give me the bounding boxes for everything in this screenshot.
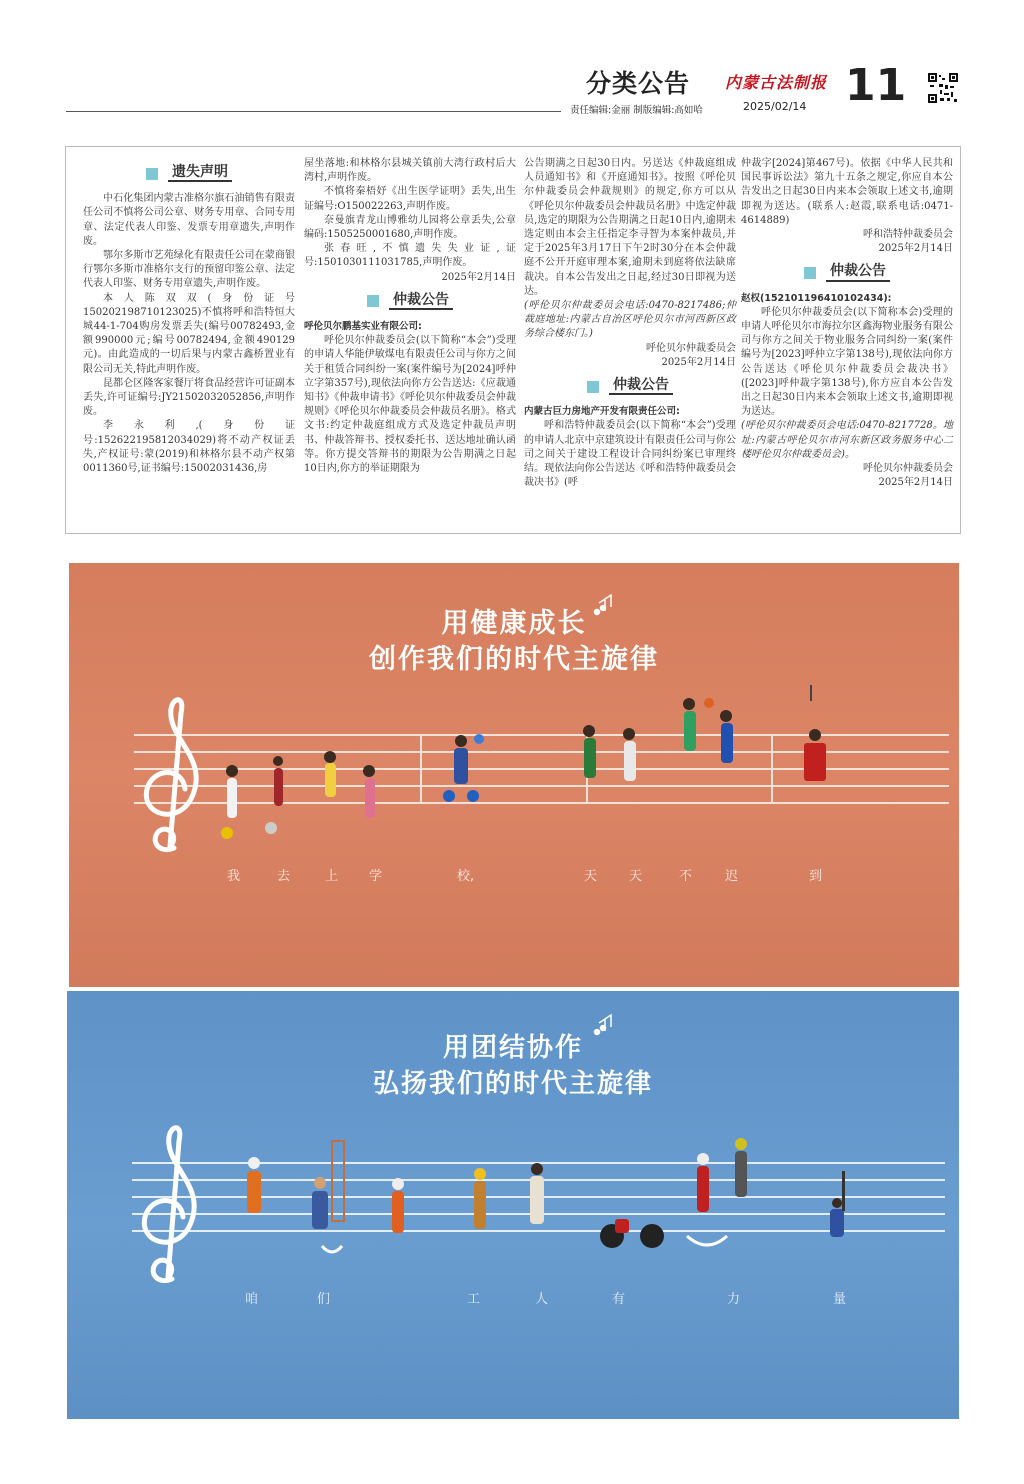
lyric-char: 学 (369, 869, 383, 884)
lyric-char: 有 (612, 1292, 626, 1307)
notice-paragraph: 中石化集团内蒙古准格尔旗石油销售有限责任公司不慎将公司公章、财务专用章、合同专用章、法定代表人印鉴、发票专用章遗失,声明作废。 (83, 193, 295, 247)
notice-paragraph: 呼和浩特仲裁委员会(以下简称“本会”)受理的申请人北京中京建筑设计有限责任公司与你公司之间关于建设工程设计合同纠纷案已审理终结。现依法向你公告送达《呼和浩特仲裁委员会裁决书》(呼 (524, 420, 736, 489)
editor-credits: 责任编辑:金丽 制版编辑:高如哈 (570, 105, 703, 116)
lyric-char: 上 (325, 869, 339, 884)
addressee: 赵权(152101196410102434): (741, 292, 892, 304)
notice-column-2 (304, 157, 516, 476)
notice-paragraph: 呼伦贝尔仲裁委员会(以下简称“本会”)受理的申请人华能伊敏煤电有限责任公司与你方之间关于租赁合同纠纷一案(案件编号为[2024]呼仲立字第357号),现依法向你方公告送达:《应裁通知书》《仲裁申请书》《呼伦贝尔仲裁委员会仲裁规则》《呼伦贝尔仲裁委员会仲裁员名册》。格式文书:约定仲裁庭组成方式及选定仲裁员声明书、仲裁答辩书、授权委托书、送达地址确认函等。你方提交答辩书的期限为公告期满之日起10日内,你方的举证期限为 (304, 335, 516, 475)
square-icon (146, 168, 158, 180)
notice-paragraph: 奈曼旗青龙山博雅幼儿园将公章丢失,公章编码:1505250001680,声明作废。 (304, 214, 516, 241)
treble-clef-icon (146, 700, 196, 850)
notice-paragraph: 李永利,(身份证号:152622195812034029)将不动产权证丢失,产权证号:蒙(2019)和林格尔县不动产权第0011360号,证书编号:15002031436,房 (83, 420, 295, 475)
banner-healthy-growth (69, 563, 959, 987)
section-heading-lost: 遗失声明 (83, 165, 295, 182)
header-rule (66, 111, 561, 112)
music-note-icon (595, 595, 612, 615)
lyric-char: 天 (629, 869, 643, 884)
issue-date: 2025/02/14 (743, 100, 807, 113)
lyric-char: 力 (727, 1292, 741, 1307)
lyric-char: 去 (277, 869, 291, 884)
notice-column-4 (741, 157, 953, 490)
notice-paragraph: 鄂尔多斯市艺苑绿化有限责任公司在蒙商银行鄂尔多斯市准格尔支行的预留印鉴公章、法定代表人印鉴、财务专用章遗失,声明作废。 (83, 250, 295, 290)
section-heading-arbitration: 仲裁公告 (741, 264, 953, 281)
lyric-char: 工 (467, 1292, 481, 1307)
banner-title-line2: 弘扬我们的时代主旋律 (372, 1069, 653, 1099)
lyric-char: 人 (535, 1292, 549, 1307)
notice-paragraph: 公告期满之日起30日内。另送达《仲裁庭组成人员通知书》和《开庭通知书》。按照《呼伦贝尔仲裁委员会仲裁规则》的规定,你方可以从《呼伦贝尔仲裁委员会仲裁员名册》中选定仲裁员,选定的期限为公告期满之日起10日内,逾期未选定则由本会主任指定李寻智为本案仲裁员,并定于2025年3月17日下午2时30分在本会仲裁庭不公开开庭审理本案,逾期未到庭将依法缺席裁决。自本公告发出之日起,经过30日即视为送达。 (524, 158, 736, 297)
notice-paragraph: 张春旺,不慎遗失失业证,证号:1501030111031785,声明作废。 (304, 243, 516, 269)
banner-teamwork (67, 991, 959, 1419)
child-figures (221, 685, 826, 839)
qr-code-icon (928, 73, 958, 103)
lyric-char: 校, (457, 869, 475, 884)
section-title: 分类公告 (586, 69, 691, 98)
notices-box (65, 146, 961, 534)
newspaper-logo: 内蒙古法制报 (725, 73, 828, 92)
notice-paragraph: 呼伦贝尔仲裁委员会(以下简称本会)受理的申请人呼伦贝尔市海拉尔区鑫海物业服务有限公司与你方之间关于物业服务合同纠纷一案(案件编号为[2023]呼仲立字第138号),现依法向你方公告送达《呼伦贝尔仲裁委员会裁决书》([2023]呼仲裁字第138号),你方应自本公告发出之日起30日内来本会领取上述文书,逾期即视为送达。 (741, 306, 953, 418)
square-icon (587, 381, 599, 393)
music-note-icon (595, 1015, 612, 1035)
notice-date: 2025年2月14日 (661, 356, 736, 368)
issuer-name: 呼伦贝尔仲裁委员会 (863, 463, 953, 475)
issuer-name: 呼伦贝尔仲裁委员会 (646, 342, 736, 354)
treble-clef-icon (144, 1128, 194, 1281)
page-number: 11 (845, 60, 907, 111)
notice-paragraph: 仲裁字[2024]第467号)。依据《中华人民共和国民事诉讼法》第九十五条之规定,你应自本公告发出之日起30日内来本会领取上述文书,逾期即视为送达。(联系人:赵霞,联系电话:0471-4614889) (741, 158, 953, 226)
notice-paragraph: 昆都仑区隆客家餐厅将食品经营许可证副本丢失,许可证编号:JY21502032052856,声明作废。 (83, 377, 295, 418)
music-staff-illustration (69, 563, 959, 987)
lyric-char: 们 (317, 1292, 331, 1307)
notice-date: 2025年2月14日 (878, 477, 953, 489)
lyric-char: 咱 (245, 1292, 259, 1307)
lyric-char: 量 (833, 1292, 847, 1307)
notice-paragraph: 屋坐落地:和林格尔县城关镇前大湾行政村后大湾村,声明作废。 (304, 158, 516, 184)
lyric-char: 我 (227, 869, 241, 884)
notice-date: 2025年2月14日 (441, 271, 516, 283)
notice-date: 2025年2月14日 (878, 243, 953, 255)
addressee: 呼伦贝尔鹏基实业有限公司: (304, 321, 422, 333)
notice-column-3 (524, 157, 736, 490)
notice-paragraph: 不慎将秦梧妤《出生医学证明》丢失,出生证编号:O150022263,声明作废。 (304, 186, 516, 212)
lyric-char: 迟 (725, 869, 739, 884)
square-icon (804, 267, 816, 279)
notice-paragraph: 本人陈双双(身份证号150202198710123025)不慎将呼和浩特恒大城44-1-704购房发票丢失(编号00782493,金额990000元;编号00782494,金额490129元)。由此造成的一切后果与内蒙古鑫桥置业有限公司无关,特此声明作废。 (83, 292, 295, 375)
music-staff-illustration (67, 991, 959, 1419)
lyric-char: 到 (809, 869, 823, 884)
section-heading-arbitration: 仲裁公告 (524, 378, 736, 395)
notice-column-1 (83, 157, 295, 476)
banner-title-line2: 创作我们的时代主旋律 (369, 644, 659, 675)
banner-title-line1: 用团结协作 (442, 1033, 583, 1063)
section-heading-arbitration: 仲裁公告 (304, 293, 516, 310)
addressee: 内蒙古巨力房地产开发有限责任公司: (524, 406, 680, 418)
lyric-char: 不 (679, 869, 693, 884)
banner-title-line1: 用健康成长 (441, 608, 587, 639)
staff-lines (134, 735, 949, 803)
issuer-name: 呼和浩特仲裁委员会 (863, 229, 953, 241)
square-icon (367, 295, 379, 307)
lyric-char: 天 (584, 869, 598, 884)
contact-info: (呼伦贝尔仲裁委员会电话:0470-8217728。地址:内蒙古呼伦贝尔市河东新区政务服务中心二楼呼伦贝尔仲裁委员会)。 (741, 420, 953, 460)
contact-info: (呼伦贝尔仲裁委员会电话:0470-8217486;仲裁庭地址:内蒙古自治区呼伦贝尔市河西新区政务综合楼东门。) (524, 300, 736, 340)
